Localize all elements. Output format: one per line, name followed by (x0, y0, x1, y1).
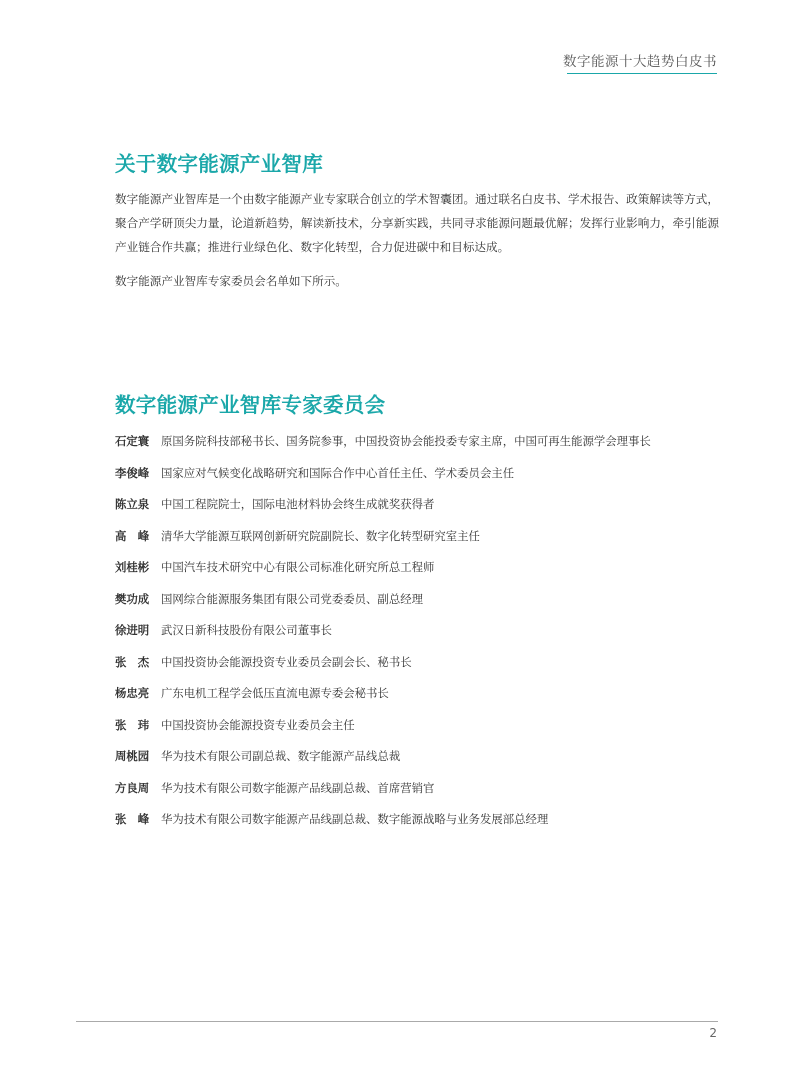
member-row (115, 555, 735, 587)
member-list (115, 429, 735, 839)
header-title: 数字能源十大趋势白皮书 (563, 54, 717, 70)
member-name: 张 杰 (115, 654, 150, 669)
member-title: 国网综合能源服务集团有限公司党委委员、副总经理 (161, 591, 423, 606)
member-row (115, 807, 735, 839)
page-number: 2 (709, 1026, 717, 1040)
member-title: 中国汽车技术研究中心有限公司标准化研究所总工程师 (161, 560, 435, 574)
member-row (115, 650, 735, 682)
member-row (115, 776, 735, 808)
footer-rule (76, 1021, 718, 1022)
committee-heading: 数字能源产业智库专家委员会 (115, 393, 386, 417)
member-row (115, 587, 735, 619)
member-row (115, 524, 735, 556)
member-title: 清华大学能源互联网创新研究院副院长、数字化转型研究室主任 (161, 528, 480, 543)
member-title: 中国投资协会能源投资专业委员会主任 (161, 717, 355, 732)
member-name: 高 峰 (115, 528, 150, 543)
member-title: 华为技术有限公司数字能源产品线副总裁、首席营销官 (161, 780, 435, 795)
member-row (115, 429, 735, 461)
member-name: 樊功成 (115, 591, 150, 606)
member-title: 原国务院科技部秘书长、国务院参事，中国投资协会能投委专家主席，中国可再生能源学会理事长 (161, 434, 651, 448)
header-rule (567, 73, 717, 74)
member-title: 华为技术有限公司副总裁、数字能源产品线总裁 (161, 749, 401, 763)
member-title: 国家应对气候变化战略研究和国际合作中心首任主任、学术委员会主任 (161, 465, 515, 480)
member-title: 武汉日新科技股份有限公司董事长 (161, 623, 332, 637)
committee-intro-paragraph: 数字能源产业智库专家委员会名单如下所示。 (115, 274, 347, 288)
about-paragraph: 数字能源产业智库是一个由数字能源产业专家联合创立的学术智囊团。通过联名白皮书、学术报告、政策解读等方式，聚合产学研顶尖力量，论道新趋势，解读新技术，分享新实践，共同寻求能源问题最优解；发挥行业影响力，牵引能源产业链合作共赢；推进行业绿色化、数字化转型，合力促进碳中和目标达成。 (115, 192, 719, 254)
member-name: 张 玮 (115, 717, 150, 732)
member-name: 方良周 (115, 780, 150, 795)
member-title: 中国投资协会能源投资专业委员会副会长、秘书长 (161, 654, 412, 669)
member-row (115, 681, 735, 713)
about-heading: 关于数字能源产业智库 (115, 152, 323, 176)
member-name: 周桃园 (115, 749, 150, 763)
member-row (115, 618, 735, 650)
member-row (115, 744, 735, 776)
member-name: 石定寰 (115, 434, 150, 448)
member-name: 徐进明 (115, 623, 150, 637)
member-name: 刘桂彬 (115, 560, 150, 574)
member-title: 中国工程院院士，国际电池材料协会终生成就奖获得者 (161, 497, 435, 511)
member-row (115, 713, 735, 745)
member-row (115, 461, 735, 493)
member-name: 张 峰 (115, 812, 150, 826)
member-title: 华为技术有限公司数字能源产品线副总裁、数字能源战略与业务发展部总经理 (161, 812, 549, 826)
member-name: 杨忠亮 (115, 686, 150, 700)
member-name: 陈立泉 (115, 497, 150, 511)
member-title: 广东电机工程学会低压直流电源专委会秘书长 (161, 686, 389, 700)
member-row (115, 492, 735, 524)
member-name: 李俊峰 (115, 465, 150, 480)
